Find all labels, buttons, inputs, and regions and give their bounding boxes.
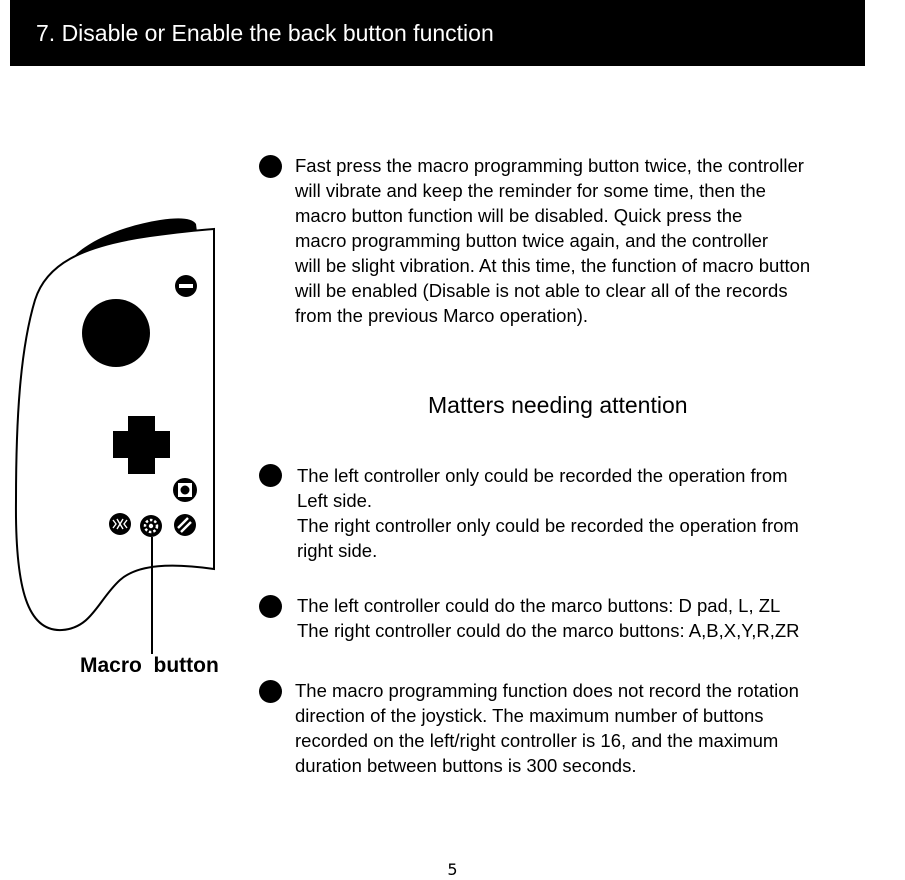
text-line: The left controller could do the marco buttons: D pad, L, ZL [297,595,781,616]
attention-item [297,593,800,643]
attention-item [297,463,799,563]
text-line: The left controller only could be recorded the operation from [297,465,788,486]
section-title: 7. Disable or Enable the back button function [36,20,494,46]
bullet-icon [259,680,282,703]
turbo-button-icon [109,513,131,535]
mapping-button-icon [174,514,196,536]
text-line: Left side. [297,490,373,511]
text-line: from the previous Marco operation). [295,305,589,326]
page-number: 5 [447,860,458,879]
bullet-icon [259,595,282,618]
intro-paragraph [295,153,810,328]
attention-item [295,678,799,778]
text-line: right side. [297,540,378,561]
attention-heading: Matters needing attention [428,392,688,418]
section-header [10,0,865,66]
controller-illustration [0,200,240,660]
text-line: will vibrate and keep the reminder for some time, then the [295,180,766,201]
capture-button-icon [173,478,197,502]
text-line: macro button function will be disabled. Quick press the [295,205,743,226]
text-line: duration between buttons is 300 seconds. [295,755,637,776]
text-line: Fast press the macro programming button twice, the controller [295,155,804,176]
macro-button-label: Macro button [80,654,219,677]
bullet-icon [259,155,282,178]
text-line: The macro programming function does not record the rotation [295,680,799,701]
text-line: will be slight vibration. At this time, the function of macro button [295,255,811,276]
minus-button-icon [175,275,197,297]
text-line: recorded on the left/right controller is 16, and the maximum [295,730,779,751]
text-line: The right controller only could be recorded the operation from [297,515,799,536]
text-line: macro programming button twice again, and the controller [295,230,769,251]
text-line: will be enabled (Disable is not able to clear all of the records [295,280,788,301]
text-line: The right controller could do the marco buttons: A,B,X,Y,R,ZR [297,620,800,641]
joystick-icon [82,299,150,367]
bullet-icon [259,464,282,487]
macro-button-icon [140,515,162,537]
text-line: direction of the joystick. The maximum number of buttons [295,705,764,726]
